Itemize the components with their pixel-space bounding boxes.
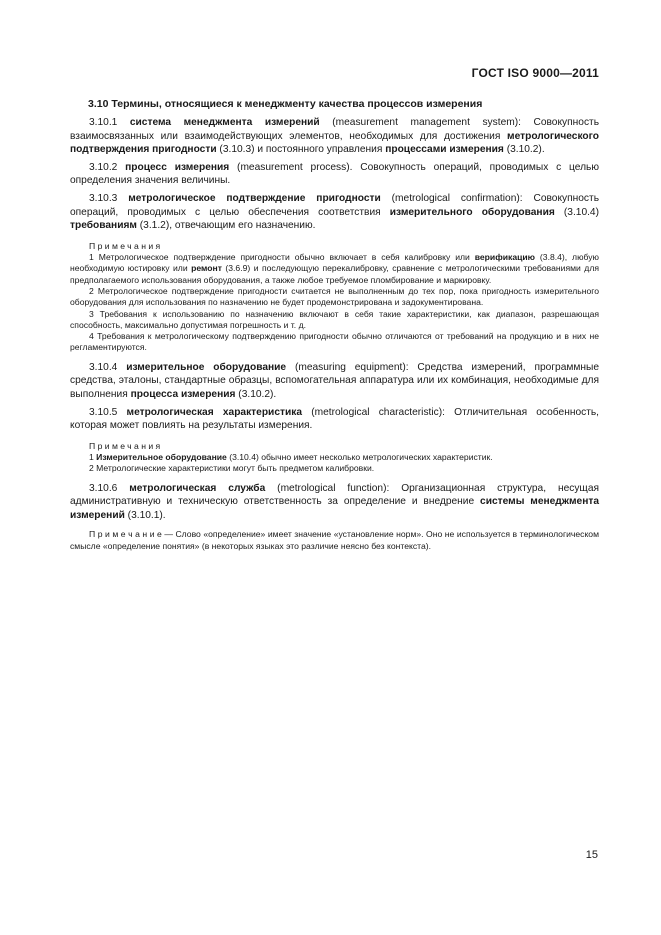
term-definition: (3.10.1). <box>124 509 166 521</box>
notes-heading: Примечания <box>89 440 163 451</box>
term-3-10-6 <box>70 482 599 523</box>
notes-heading: Примечания <box>89 240 163 251</box>
term-reference: измерительного оборудования <box>389 206 555 218</box>
term-name: процесс измерения <box>125 161 230 173</box>
term-3-10-5 <box>70 406 599 433</box>
term-3-10-2 <box>70 161 599 188</box>
term-reference: процессами измерения <box>385 144 504 156</box>
term-3-10-3 <box>70 192 599 233</box>
standard-designation: ГОСТ ISO 9000—2011 <box>471 66 599 80</box>
term-name: измерительное оборудование <box>126 361 287 373</box>
term-number: 3.10.3 <box>89 192 129 204</box>
term-reference: метрологического подтверждения пригодности <box>70 130 599 156</box>
term-definition: (3.10.2). <box>235 388 277 400</box>
note-label: П р и м е ч а н и е <box>89 529 162 540</box>
note-text: (3.10.4) обычно имеет несколько метрологических характеристик. <box>226 451 493 462</box>
section-title: 3.10 Термины, относящиеся к менеджменту качества процессов измерения <box>88 98 483 110</box>
term-number: 3.10.4 <box>89 361 127 373</box>
term-definition: (3.10.4) <box>554 206 599 218</box>
term-3-10-1 <box>70 116 599 157</box>
term-number: 3.10.6 <box>89 482 130 494</box>
term-definition: (3.10.3) и постоянного управления <box>216 144 386 156</box>
final-note <box>70 529 599 552</box>
note-2: 2 Метрологическое подтверждение пригодности считается не выполненным до тех пор, пока пригодность измерительного оборудования для использования по назначению не будет продемонстрирована и задокументирована. <box>70 285 599 308</box>
note-2: 2 Метрологические характеристики могут быть предметом калибровки. <box>89 463 375 474</box>
term-definition: (measurement management system): Совокупность взаимосвязанных или взаимодействующих элементов, необходимых для достижения <box>70 117 600 142</box>
term-reference: системы менеджмента измерений <box>70 496 599 521</box>
term-name: метрологическое подтверждение пригодности <box>128 192 381 204</box>
term-definition: (3.1.2), отвечающим его назначению. <box>136 220 316 232</box>
note-reference: верификацию <box>474 252 536 263</box>
term-number: 3.10.5 <box>89 406 127 418</box>
note-number: 1 <box>89 451 97 462</box>
term-3-10-4 <box>70 361 599 402</box>
term-definition: (measurement process). Совокупность операций, проводимых с целью определения значения величины. <box>70 161 599 187</box>
note-reference: Измерительное оборудование <box>96 451 227 462</box>
note-text: — Слово «определение» имеет значение «установление норм». Оно не используется в терминологическом смысле «определение понятия» (в некоторых языках это различие неясно без контекста). <box>70 529 599 551</box>
note-3: 3 Требования к использованию по назначению включают в себя такие характеристики, как диапазон, разрешающая способность, максимально допустимая погрешность и т. д. <box>70 308 599 330</box>
note-text: (3.6.9) и последующую перекалибровку, сравнение с метрологическими требованиями для предполагаемого использования оборудования, а также любое требуемое пломбирование и маркировку. <box>70 263 599 285</box>
term-name: система менеджмента измерений <box>129 117 320 128</box>
term-reference: требованиям <box>70 220 137 232</box>
page-body <box>70 97 599 552</box>
note-reference: ремонт <box>191 263 222 274</box>
note-text: 1 Метрологическое подтверждение пригодности обычно включает в себя калибровку или <box>89 252 475 263</box>
term-name: метрологическая служба <box>129 482 266 494</box>
term-definition: (metrological characteristic): Отличительная особенность, которая может повлиять на результаты измерения. <box>70 406 600 432</box>
term-definition: (measuring equipment): Средства измерений, программные средства, эталоны, стандартные образцы, вспомогательная аппаратура или их комбинация, необходимые для выполнения <box>70 361 600 400</box>
term-name: метрологическая характеристика <box>126 406 303 418</box>
page-number: 15 <box>585 849 598 861</box>
note-1 <box>70 252 599 286</box>
note-4: 4 Требования к метрологическому подтверждению пригодности обычно отличаются от требований на продукцию и в них не регламентируются. <box>70 331 599 353</box>
term-definition: (3.10.2). <box>503 144 545 156</box>
term-definition: (metrological confirmation): Совокупность операций, проводимых с целью обеспечения соответствия <box>70 192 599 218</box>
term-number: 3.10.2 <box>89 161 126 173</box>
note-1 <box>70 452 599 463</box>
term-reference: процесса измерения <box>130 388 236 400</box>
term-definition: (metrological function): Организационная структура, несущая административную и техническую ответственность за определение и внедрение <box>70 482 599 508</box>
note-text: (3.8.4), любую необходимую юстировку или <box>70 252 599 274</box>
term-number: 3.10.1 <box>89 117 130 128</box>
